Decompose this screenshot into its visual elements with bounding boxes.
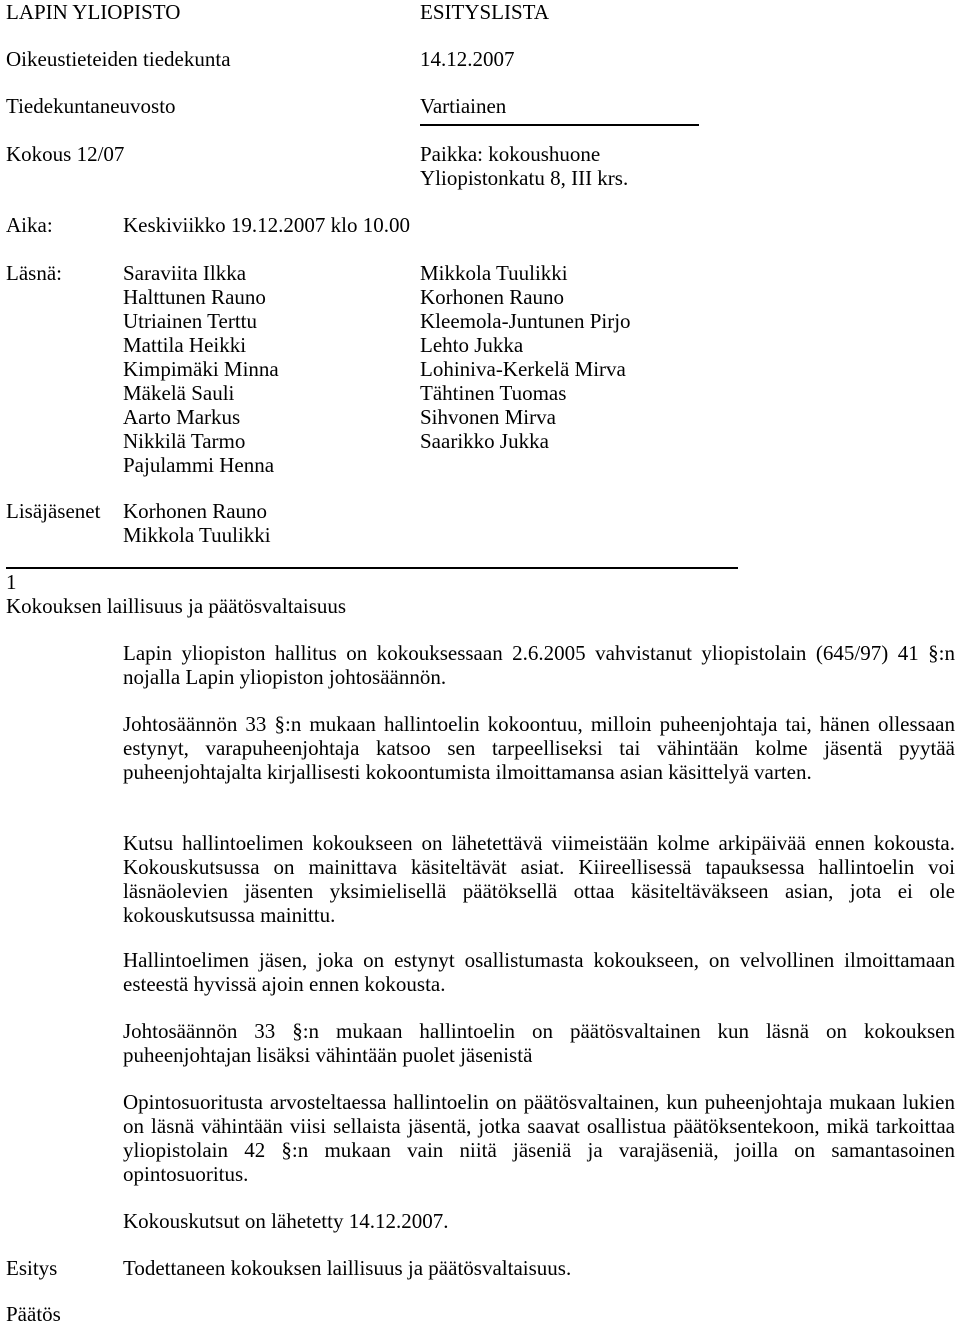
extra-members-list bbox=[123, 499, 271, 547]
extra-member-name: Mikkola Tuulikki bbox=[123, 523, 271, 547]
time-label: Aika: bbox=[6, 213, 53, 237]
attendee-name: Pajulammi Henna bbox=[123, 453, 275, 477]
section-title: Kokouksen laillisuus ja päätösvaltaisuus bbox=[6, 594, 347, 618]
time-value: Keskiviikko 19.12.2007 klo 10.00 bbox=[123, 213, 410, 237]
section-paragraph: Lapin yliopiston hallitus on kokouksessaan 2.6.2005 vahvistanut yliopistolain (645/97) 41 §:n nojalla Lapin yliopiston johtosäännön. bbox=[123, 641, 955, 689]
attendee-name: Kleemola-Juntunen Pirjo bbox=[420, 309, 631, 333]
section-number: 1 bbox=[6, 570, 17, 594]
attendee-name: Korhonen Rauno bbox=[420, 285, 565, 309]
document-type: ESITYSLISTA bbox=[420, 0, 549, 24]
university-name: LAPIN YLIOPISTO bbox=[6, 0, 181, 24]
header-underline bbox=[420, 124, 699, 126]
section-paragraph: Johtosäännön 33 §:n mukaan hallintoelin on päätösvaltainen kun läsnä on kokouksen puheenjohtajan lisäksi vähintään puolet jäsenistä bbox=[123, 1019, 955, 1067]
present-list-left bbox=[123, 261, 279, 477]
proposal-text: Todettaneen kokouksen laillisuus ja päätösvaltaisuus. bbox=[123, 1256, 572, 1280]
attendee-name: Mattila Heikki bbox=[123, 333, 247, 357]
attendee-name: Tähtinen Tuomas bbox=[420, 381, 567, 405]
attendee-name: Aarto Markus bbox=[123, 405, 241, 429]
meeting-number: Kokous 12/07 bbox=[6, 142, 125, 166]
section-paragraph: Kutsu hallintoelimen kokoukseen on lähetettävä viimeistään kolme arkipäivää ennen kokousta. Kokouskutsussa on mainittava käsiteltävät asiat. Kiireellisessä tapauksessa hallintoelin voi läsnäolevien jäsenten yksimielisellä päätöksellä ottaa käsiteltäväkseen asian, jota ei ole kokouskutsussa mainittu. bbox=[123, 831, 955, 927]
section-paragraph: Kokouskutsut on lähetetty 14.12.2007. bbox=[123, 1209, 449, 1233]
attendee-name: Sihvonen Mirva bbox=[420, 405, 556, 429]
section-paragraph: Hallintoelimen jäsen, joka on estynyt osallistumasta kokoukseen, on velvollinen ilmoittamaan esteestä hyvissä ajoin ennen kokousta. bbox=[123, 948, 955, 996]
document-date: 14.12.2007 bbox=[420, 47, 515, 71]
attendee-name: Saraviita Ilkka bbox=[123, 261, 247, 285]
section-paragraph: Johtosäännön 33 §:n mukaan hallintoelin kokoontuu, milloin puheenjohtaja tai, hänen ollessaan estynyt, varapuheenjohtaja katsoo sen tarpeelliseksi tai vähintään kolme jäsentä pyytää puheenjohtajalta kirjallisesti kokoontumista ilmoittamansa asian käsittelyä varten. bbox=[123, 712, 955, 784]
present-label: Läsnä: bbox=[6, 261, 62, 285]
attendee-name: Kimpimäki Minna bbox=[123, 357, 279, 381]
extra-member-name: Korhonen Rauno bbox=[123, 499, 268, 523]
attendee-name: Lohiniva-Kerkelä Mirva bbox=[420, 357, 626, 381]
decision-label: Päätös bbox=[6, 1302, 61, 1326]
attendee-name: Utriainen Terttu bbox=[123, 309, 258, 333]
proposal-label: Esitys bbox=[6, 1256, 58, 1280]
attendee-name: Mikkola Tuulikki bbox=[420, 261, 568, 285]
present-list-right bbox=[420, 261, 631, 453]
attendee-name: Mäkelä Sauli bbox=[123, 381, 235, 405]
attendee-name: Saarikko Jukka bbox=[420, 429, 549, 453]
faculty-name: Oikeustieteiden tiedekunta bbox=[6, 47, 231, 71]
governing-body: Tiedekuntaneuvosto bbox=[6, 94, 176, 118]
meeting-place: Paikka: kokoushuone bbox=[420, 142, 601, 166]
guard-name: Vartiainen bbox=[420, 94, 507, 118]
extra-members-label: Lisäjäsenet bbox=[6, 499, 101, 523]
section-divider bbox=[6, 567, 738, 569]
attendee-name: Halttunen Rauno bbox=[123, 285, 266, 309]
meeting-address: Yliopistonkatu 8, III krs. bbox=[420, 166, 629, 190]
section-paragraph: Opintosuoritusta arvosteltaessa hallintoelin on päätösvaltainen, kun puheenjohtaja mukaan lukien on läsnä vähintään viisi sellaista jäsentä, jotka saavat osallistua päätöksentekoon, mikä tarkoittaa yliopistolain 42 §:n mukaan vain niitä jäseniä ja varajäseniä, joilla on samantasoinen opintosuoritus. bbox=[123, 1090, 955, 1186]
attendee-name: Lehto Jukka bbox=[420, 333, 524, 357]
attendee-name: Nikkilä Tarmo bbox=[123, 429, 246, 453]
